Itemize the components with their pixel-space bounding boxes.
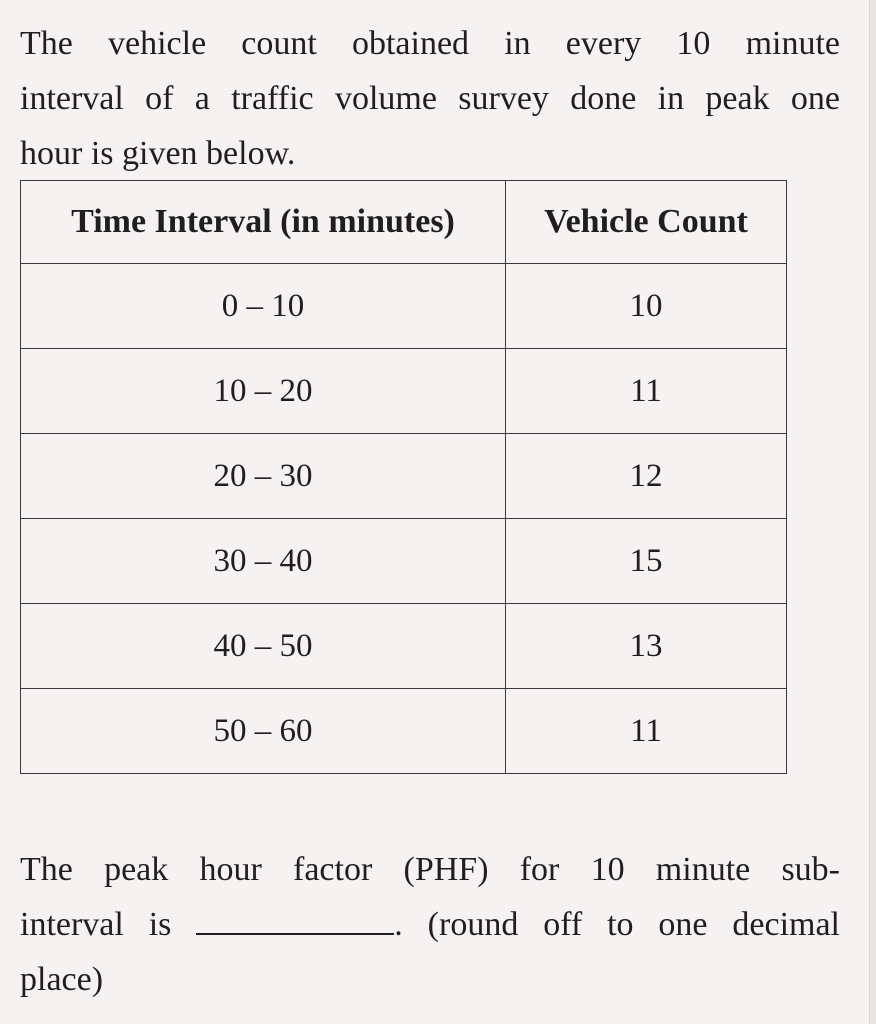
intro-paragraph (20, 16, 840, 181)
table-row (21, 604, 787, 689)
interval-cell: 50 – 60 (21, 689, 506, 774)
table-row (21, 264, 787, 349)
count-cell: 11 (506, 689, 787, 774)
question-paragraph (20, 842, 840, 1007)
interval-cell: 40 – 50 (21, 604, 506, 689)
vehicle-count-table (20, 180, 787, 774)
table-row (21, 434, 787, 519)
question-line-1: The peak hour factor (PHF) for 10 minute sub- (20, 851, 840, 888)
question-line-2 (20, 897, 840, 952)
count-cell: 11 (506, 349, 787, 434)
question-card (20, 16, 841, 998)
question-line-2-start: interval is (20, 906, 172, 943)
interval-cell: 10 – 20 (21, 349, 506, 434)
interval-cell: 0 – 10 (21, 264, 506, 349)
interval-cell: 30 – 40 (21, 519, 506, 604)
table-row (21, 689, 787, 774)
table-row (21, 519, 787, 604)
count-cell: 13 (506, 604, 787, 689)
answer-blank[interactable] (196, 907, 394, 935)
count-cell: 15 (506, 519, 787, 604)
intro-line-3: hour is given below. (20, 135, 296, 172)
question-line-2-end: . (round off to one decimal (394, 906, 841, 943)
page-edge (869, 0, 876, 1024)
count-cell: 12 (506, 434, 787, 519)
table-row (21, 349, 787, 434)
count-cell: 10 (506, 264, 787, 349)
header-time-interval: Time Interval (in minutes) (21, 181, 506, 264)
intro-line-1: The vehicle count obtained in every 10 minute (20, 25, 840, 62)
table-header-row (21, 181, 787, 264)
intro-line-2: interval of a traffic volume survey done in peak one (20, 80, 840, 117)
header-vehicle-count: Vehicle Count (506, 181, 787, 264)
question-line-3: place) (20, 961, 104, 998)
interval-cell: 20 – 30 (21, 434, 506, 519)
